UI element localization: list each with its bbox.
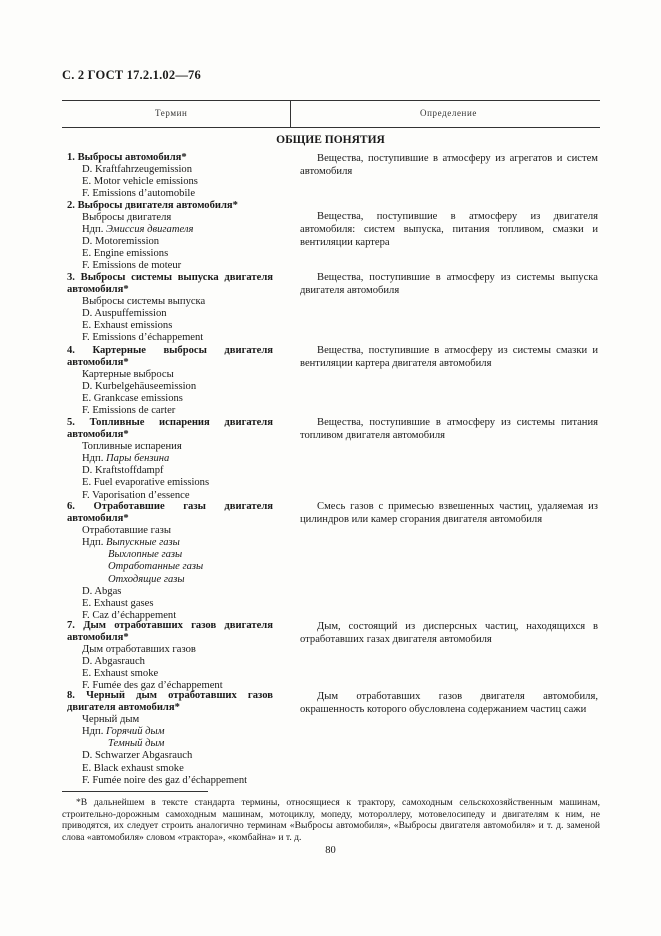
term-entry-4 [67, 345, 273, 418]
term-synonym: F. Emissions d’échappement [82, 332, 204, 344]
term-synonym: E. Motor vehicle emissions [82, 176, 198, 188]
term-entry-8 [67, 690, 273, 787]
term-synonym: Отработавшие газы [82, 525, 171, 537]
term-synonym: Картерные выбросы [82, 369, 174, 381]
term-synonym: E. Black exhaust smoke [82, 762, 184, 774]
column-header-definition: Определение [420, 108, 477, 118]
section-title: ОБЩИЕ ПОНЯТИЯ [276, 134, 385, 146]
term-deprecated: Выхлопные газы [108, 549, 183, 561]
definition-1: Вещества, поступившие в атмосферу из агрегатов и систем автомобиля [300, 153, 598, 177]
term-heading: 3. Выбросы системы выпуска двигателя автомобиля* [67, 272, 273, 296]
term-synonym: Черный дым [82, 714, 140, 726]
page-number: 80 [325, 845, 336, 856]
term-synonym: F. Fumée des gaz d’échappement [82, 680, 223, 692]
term-entry-7 [67, 620, 273, 693]
term-synonym: D. Motoremission [82, 236, 160, 248]
footnote-rule [62, 791, 208, 792]
term-heading: 7. Дым отработавших газов двигателя автомобиля* [67, 620, 273, 644]
term-synonym: Выбросы системы выпуска [82, 296, 206, 308]
definition-5: Вещества, поступившие в атмосферу из системы питания топливом двигателя автомобиля [300, 417, 598, 441]
term-entry-3 [67, 272, 273, 345]
definition-3: Вещества, поступившие в атмосферу из системы выпуска двигателя автомобиля [300, 272, 598, 296]
table-top-rule [62, 100, 600, 101]
term-synonym: E. Exhaust gases [82, 597, 154, 609]
term-deprecated: Темный дым [108, 738, 165, 750]
term-synonym: E. Engine emissions [82, 248, 169, 260]
term-heading: 2. Выбросы двигателя автомобиля* [67, 200, 238, 211]
column-header-term: Термин [155, 108, 188, 118]
term-synonym: F. Vaporisation d’essence [82, 489, 190, 501]
term-synonym: Выбросы двигателя [82, 212, 172, 224]
definition-6: Смесь газов с примесью взвешенных частиц, удаляемая из цилиндров или камер сгорания двигателя автомобиля [300, 501, 598, 525]
page-header: С. 2 ГОСТ 17.2.1.02—76 [62, 68, 201, 82]
term-entry-6 [67, 501, 273, 622]
term-synonym: F. Emissions d’automobile [82, 188, 196, 200]
term-deprecated: Ндп. Горячий дым [82, 726, 165, 738]
term-entry-2 [67, 200, 273, 273]
term-entry-5 [67, 417, 273, 502]
term-synonym: Дым отработавших газов [82, 644, 196, 656]
term-synonym: E. Grankcase emissions [82, 393, 183, 405]
definition-7: Дым, состоящий из дисперсных частиц, находящихся в отработавших газах двигателя автомобиля [300, 621, 598, 645]
term-heading: 6. Отработавшие газы двигателя автомобиля* [67, 501, 273, 525]
term-synonym: F. Fumée noire des gaz d’échappement [82, 774, 248, 786]
definition-4: Вещества, поступившие в атмосферу из системы смазки и вентиляции картера двигателя автомобиля [300, 345, 598, 369]
term-synonym: D. Kurbelgehäuseemission [82, 381, 197, 393]
term-synonym: D. Kraftstoffdampf [82, 465, 164, 477]
definition-2: Вещества, поступившие в атмосферу из двигателя автомобиля: систем выпуска, питания топливом, смазки и вентиляции картера [300, 211, 598, 248]
term-synonym: D. Schwarzer Abgasrauch [82, 750, 193, 762]
footnote: *В дальнейшем в тексте стандарта термины, относящиеся к трактору, самоходным сельскохозяйственным машинам, строительно-дорожным самоходным машинам, мотоциклу, мопеду, мотороллеру, мотовелосипеду и двигателям к ним, не приводятся, их следует строить аналогично терминам «Выбросы автомобиля», «Выбросы двигателя автомобиля» и т. д. заменой слова «автомобиля» словом «трактора», «комбайна» и т. д. [62, 797, 600, 843]
term-synonym: E. Fuel evaporative emissions [82, 477, 210, 489]
term-deprecated: Ндп. Эмиссия двигателя [82, 224, 194, 236]
term-synonym: D. Abgas [82, 585, 122, 597]
term-synonym: F. Caz d’échappement [82, 609, 177, 621]
term-synonym: Топливные испарения [82, 441, 182, 453]
term-heading: 4. Картерные выбросы двигателя автомобиля* [67, 345, 273, 369]
term-entry-1 [67, 152, 273, 200]
term-deprecated: Ндп. Пары бензина [82, 453, 170, 465]
term-heading: 1. Выбросы автомобиля* [67, 152, 187, 163]
term-synonym: E. Exhaust emissions [82, 320, 173, 332]
term-synonym: F. Emissions de carter [82, 405, 176, 417]
term-synonym: F. Emissions de moteur [82, 260, 182, 272]
term-deprecated: Отходящие газы [108, 573, 185, 585]
term-heading: 5. Топливные испарения двигателя автомобиля* [67, 417, 273, 441]
term-deprecated: Отработанные газы [108, 561, 204, 573]
definition-8: Дым отработавших газов двигателя автомобиля, окрашенность которого обусловлена содержанием частиц сажи [300, 691, 598, 715]
term-synonym: D. Abgasrauch [82, 656, 145, 668]
table-column-divider [290, 100, 291, 127]
term-heading: 8. Черный дым отработавших газов двигателя автомобиля* [67, 690, 273, 714]
term-deprecated: Ндп. Выпускные газы [82, 537, 180, 549]
term-synonym: D. Kraftfahrzeugemission [82, 164, 193, 176]
table-header-rule [62, 127, 600, 128]
term-synonym: E. Exhaust smoke [82, 668, 159, 680]
term-synonym: D. Auspuffemission [82, 308, 167, 320]
